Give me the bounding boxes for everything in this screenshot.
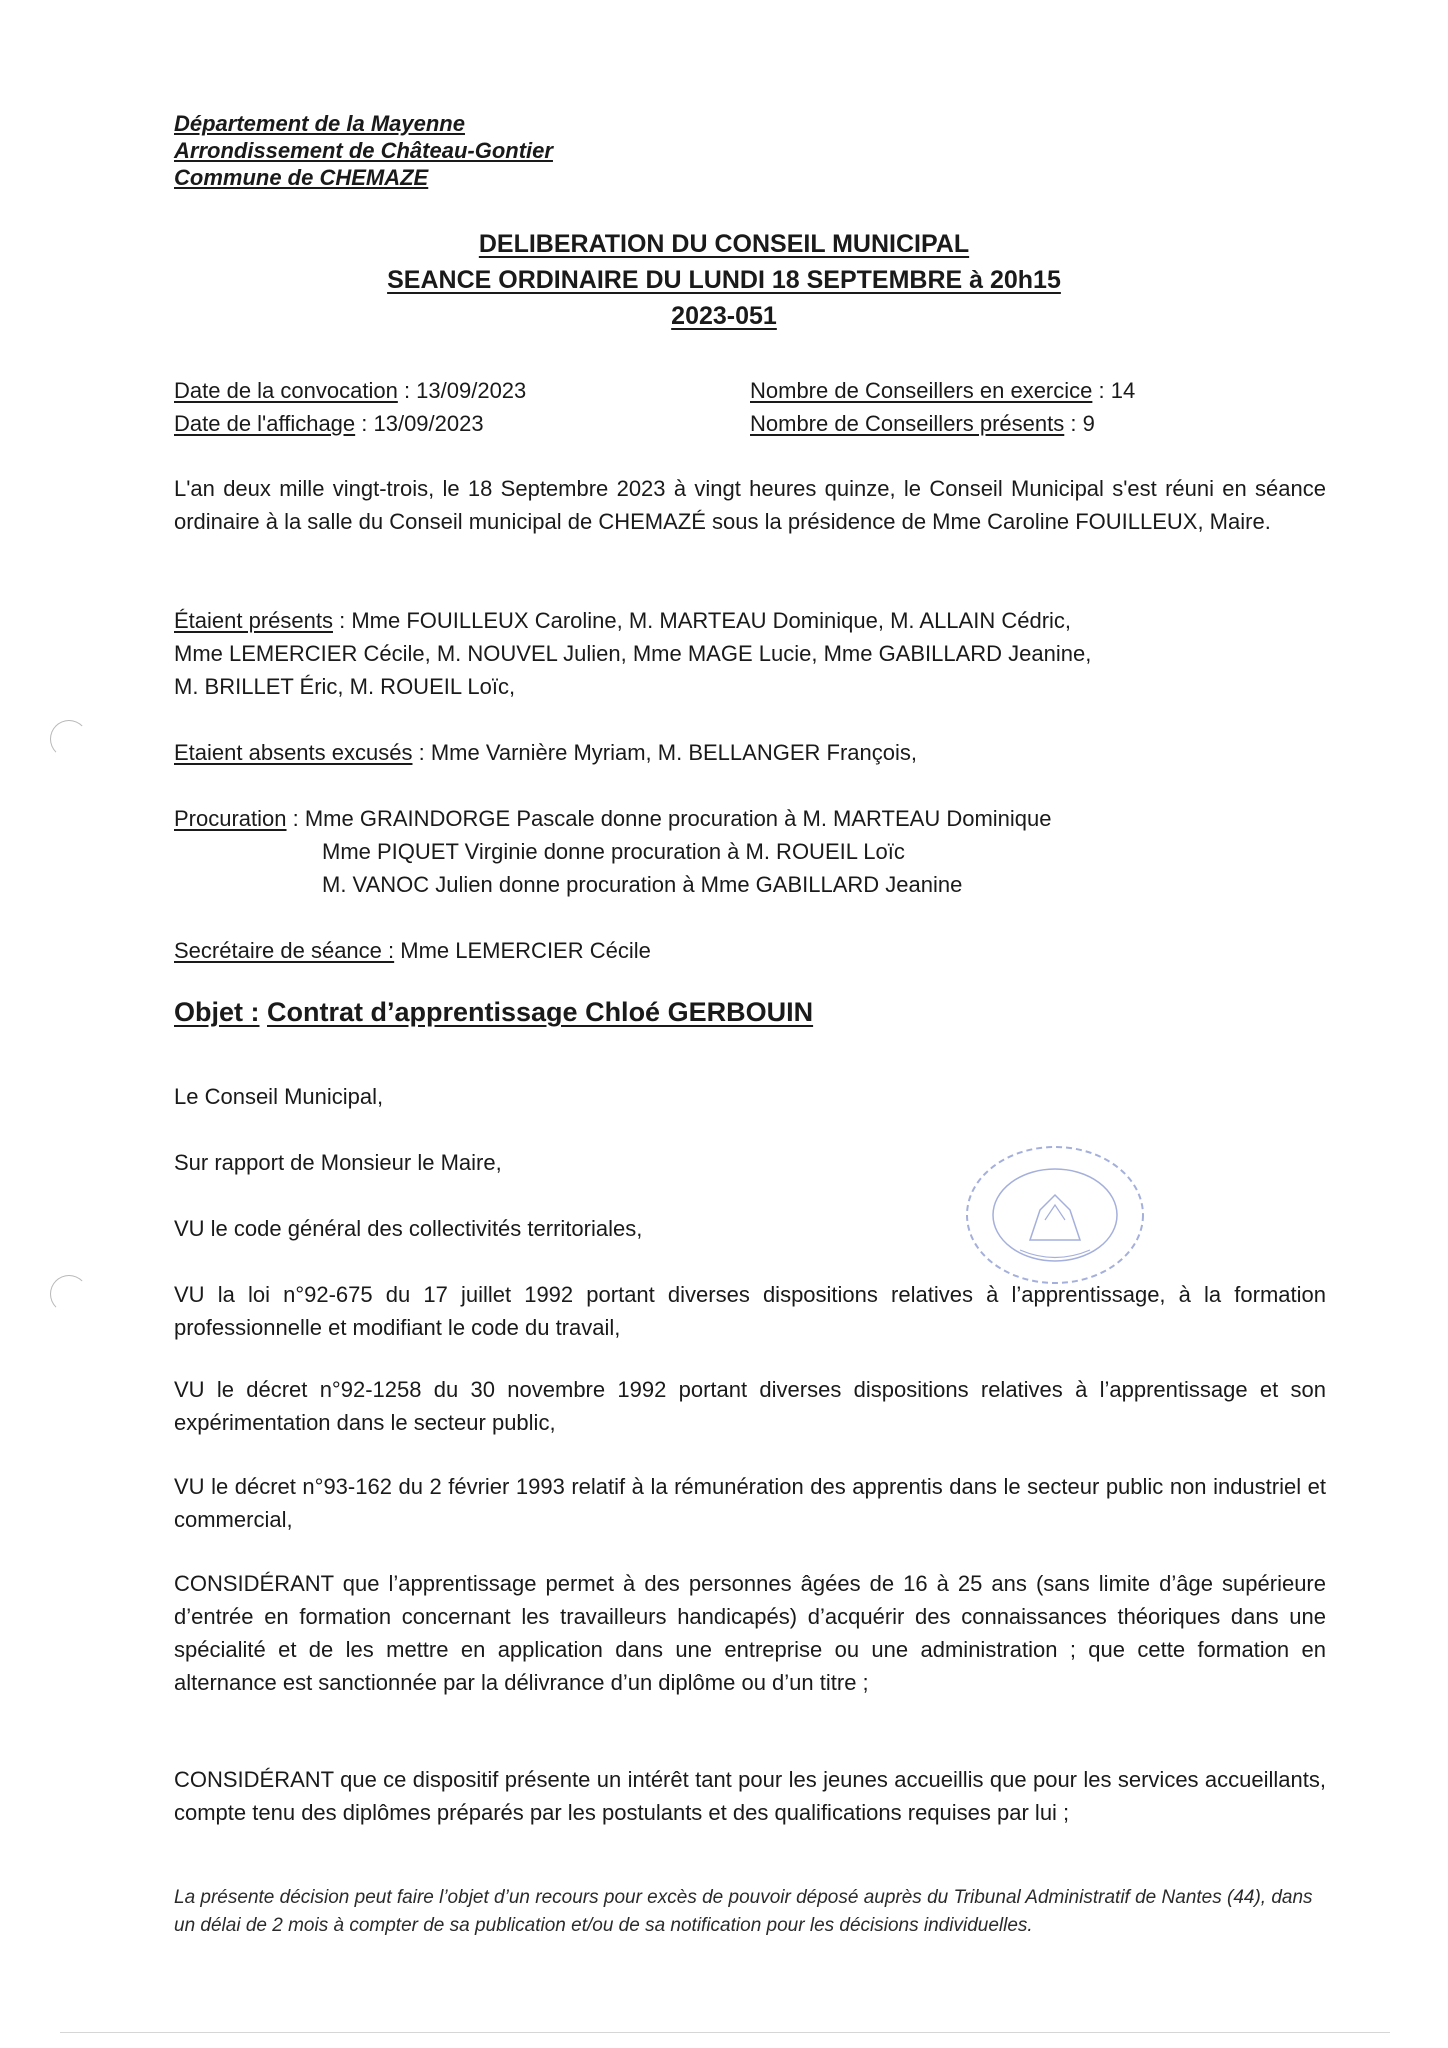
document-title bbox=[0, 226, 1448, 334]
commune-name: Commune de CHEMAZE bbox=[174, 165, 429, 190]
department-name: Département de la Mayenne bbox=[174, 111, 465, 136]
absents-list: Etaient absents excusés : Mme Varnière Myriam, M. BELLANGER François, bbox=[174, 740, 917, 765]
meta-dates bbox=[174, 374, 526, 440]
paragraph-vu-decret-2: VU le décret n°93-162 du 2 février 1993 relatif à la rémunération des apprentis dans le secteur public non industriel et commercial, bbox=[174, 1474, 1326, 1532]
secretaire-seance: Secrétaire de séance : Mme LEMERCIER Cécile bbox=[174, 938, 651, 963]
affichage-date: Date de l'affichage : 13/09/2023 bbox=[174, 411, 484, 436]
conseillers-exercice: Nombre de Conseillers en exercice : 14 bbox=[750, 378, 1136, 403]
paragraph-vu-loi: VU la loi n°92-675 du 17 juillet 1992 portant diverses dispositions relatives à l’apprentissage, à la formation professionnelle et modifiant le code du travail, bbox=[174, 1282, 1326, 1340]
object-line bbox=[174, 997, 813, 1028]
document-header bbox=[174, 110, 553, 191]
meta-counts bbox=[750, 374, 1135, 440]
title-line-1: DELIBERATION DU CONSEIL MUNICIPAL bbox=[478, 230, 970, 258]
procuration-list: Procuration : Mme GRAINDORGE Pascale donne procuration à M. MARTEAU Dominique Mme PIQUET Virginie donne procuration à M. ROUEIL Loïc M. VANOC Julien donne procuration à Mme GABILLARD Jeanine bbox=[174, 806, 1052, 897]
paragraph-vu-decret-1: VU le décret n°92-1258 du 30 novembre 1992 portant diverses dispositions relatives à l’apprentissage et son expérimentation dans le secteur public, bbox=[174, 1377, 1326, 1435]
presents-list: Étaient présents : Mme FOUILLEUX Caroline, M. MARTEAU Dominique, M. ALLAIN Cédric, Mme LEMERCIER Cécile, M. NOUVEL Julien, Mme MAGE Lucie, Mme GABILLARD Jeanine, M. BRILLET Éric, M. ROUEIL Loïc, bbox=[174, 608, 1092, 699]
paragraph-vu-code: VU le code général des collectivités territoriales, bbox=[174, 1216, 643, 1241]
page-bottom-divider bbox=[60, 2032, 1390, 2033]
title-line-2: SEANCE ORDINAIRE DU LUNDI 18 SEPTEMBRE à 20h15 bbox=[387, 266, 1061, 294]
object-label: Objet : bbox=[174, 997, 260, 1027]
object-value: Contrat d’apprentissage Chloé GERBOUIN bbox=[267, 997, 814, 1027]
punch-hole-mark bbox=[50, 720, 88, 758]
punch-hole-mark bbox=[50, 1275, 88, 1313]
paragraph-considerant-2: CONSIDÉRANT que ce dispositif présente un intérêt tant pour les jeunes accueillis que pour les services accueillants, compte tenu des diplômes préparés par les postulants et des qualifications requises par lui ; bbox=[174, 1767, 1326, 1825]
paragraph-considerant-1: CONSIDÉRANT que l’apprentissage permet à des personnes âgées de 16 à 25 ans (sans limite d’âge supérieure d’entrée en formation concernant les travailleurs handicapés) d’acquérir des connaissances théoriques dans une spécialité et de les mettre en application dans une entreprise ou une administration ; que cette formation en alternance est sanctionnée par la délivrance d’un diplôme ou d’un titre ; bbox=[174, 1571, 1326, 1695]
paragraph-rapport: Sur rapport de Monsieur le Maire, bbox=[174, 1150, 502, 1175]
intro-paragraph: L'an deux mille vingt-trois, le 18 Septembre 2023 à vingt heures quinze, le Conseil Municipal s'est réuni en séance ordinaire à la salle du Conseil municipal de CHEMAZÉ sous la présidence de Mme Caroline FOUILLEUX, Maire. bbox=[174, 476, 1326, 534]
deliberation-number: 2023-051 bbox=[671, 302, 777, 330]
convocation-date: Date de la convocation : 13/09/2023 bbox=[174, 378, 527, 403]
paragraph-conseil: Le Conseil Municipal, bbox=[174, 1084, 384, 1109]
municipal-stamp-seal bbox=[960, 1140, 1150, 1290]
legal-footer: La présente décision peut faire l’objet d’un recours pour excès de pouvoir déposé auprès du Tribunal Administratif de Nantes (44), dans un délai de 2 mois à compter de sa publication et/ou de sa notification pour les décisions individuelles. bbox=[174, 1887, 1313, 1936]
conseillers-presents: Nombre de Conseillers présents : 9 bbox=[750, 411, 1095, 436]
arrondissement-name: Arrondissement de Château-Gontier bbox=[174, 138, 553, 163]
